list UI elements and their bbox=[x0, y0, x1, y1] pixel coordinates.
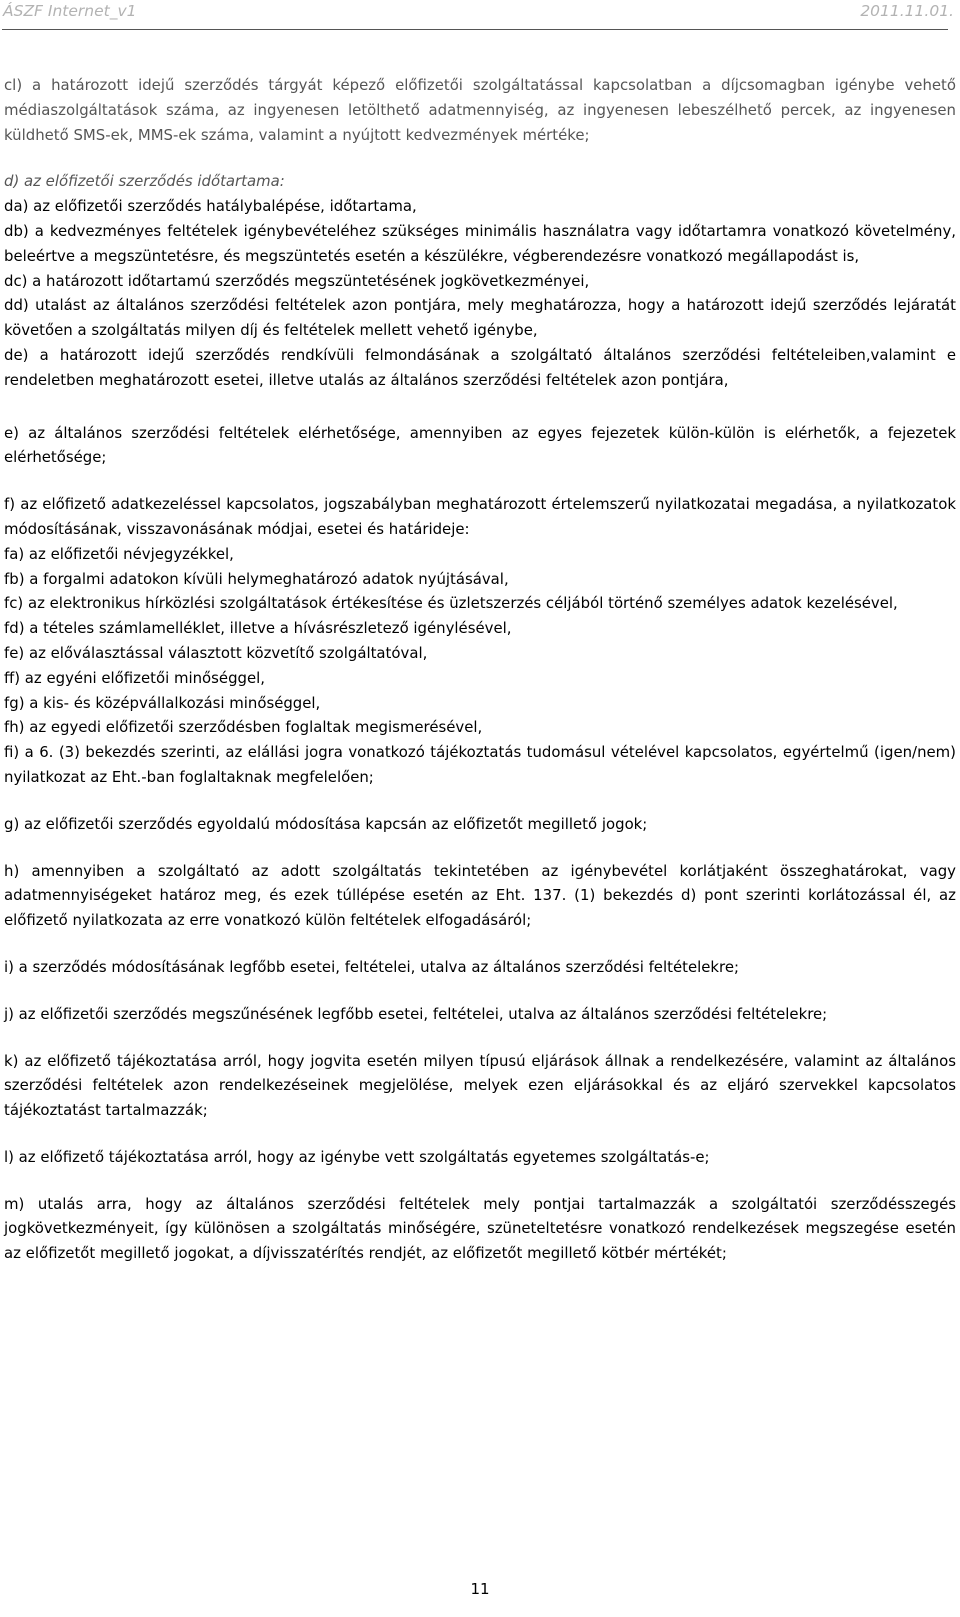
paragraph-i: i) a szerződés módosításának legfőbb esetei, feltételei, utalva az általános szerződési feltételekre; bbox=[4, 957, 739, 976]
paragraph-d-title: d) az előfizetői szerződés időtartama: bbox=[4, 172, 285, 191]
paragraph-fh: fh) az egyedi előfizetői szerződésben foglaltak megismerésével, bbox=[4, 718, 483, 737]
paragraph-h: h) amennyiben a szolgáltató az adott szolgáltatás tekintetében az igénybevétel korlátjaként összeghatárokat, vagy adatmennyiségeket határoz meg, és ezek túllépése esetén az Eht. 137. (1) bekezdés d) pont szerinti korlátozással él, az előfizető nyilatkozata az erre vonatkozó külön feltételek elfogadásáról; bbox=[4, 861, 956, 930]
paragraph-fe: fe) az előválasztással választott közvetítő szolgáltatóval, bbox=[4, 643, 428, 662]
paragraph-k: k) az előfizető tájékoztatása arról, hogy jogvita esetén milyen típusú eljárások állnak a rendelkezésére, valamint az általános szerződési feltételek azon rendelkezéseinek megjelölése, melyek ezen eljárásokkal és az eljáró szervekkel kapcsolatos tájékoztatást tartalmazzák; bbox=[4, 1051, 956, 1120]
paragraph-fc: fc) az elektronikus hírközlési szolgáltatások értékesítése és üzletszerzés céljából történő személyes adatok kezelésével, bbox=[4, 594, 898, 613]
paragraph-fb: fb) a forgalmi adatokon kívüli helymeghatározó adatok nyújtásával, bbox=[4, 569, 509, 588]
document-body bbox=[4, 73, 956, 1266]
paragraph-m: m) utalás arra, hogy az általános szerződési feltételek mely pontjai tartalmazzák a szolgáltatói szerződésszegés jogkövetkezményeit, így különösen a szolgáltatás minőségére, szüneteltetésre vonatkozó rendelkezések megszegése esetén az előfizetőt megillető jogokat, a díjvisszatérítés rendjét, az előfizetőt megillető kötbér mértékét; bbox=[4, 1194, 956, 1263]
paragraph-l: l) az előfizető tájékoztatása arról, hogy az igénybe vett szolgáltatás egyetemes szolgáltatás-e; bbox=[4, 1147, 710, 1166]
header-date: 2011.11.01. bbox=[860, 2, 954, 20]
header-title: ÁSZF Internet_v1 bbox=[3, 2, 137, 20]
page-number: 11 bbox=[470, 1580, 490, 1598]
paragraph-g: g) az előfizetői szerződés egyoldalú módosítása kapcsán az előfizetőt megillető jogok; bbox=[4, 814, 648, 833]
paragraph-fd: fd) a tételes számlamelléklet, illetve a hívásrészletező igénylésével, bbox=[4, 619, 512, 638]
paragraph-cl: cl) a határozott idejű szerződés tárgyát képező előfizetői szolgáltatással kapcsolatban a díjcsomagban igénybe vehető médiaszolgáltatások száma, az ingyenesen letölthető adatmennyiség, az ingyenesen lebeszélhető percek, az ingyenesen küldhető SMS-ek, MMS-ek száma, valamint a nyújtott kedvezmények mértéke; bbox=[4, 76, 956, 144]
paragraph-da: da) az előfizetői szerződés hatálybalépése, időtartama, bbox=[4, 197, 417, 216]
paragraph-dd: dd) utalást az általános szerződési feltételek azon pontjára, mely meghatározza, hogy a határozott idejű szerződés lejáratát követően a szolgáltatás milyen díj és feltételek mellett vehető igénybe, bbox=[4, 296, 956, 340]
paragraph-de: de) a határozott idejű szerződés rendkívüli felmondásának a szolgáltató általános szerződési feltételeiben,valamint e rendeletben meghatározott esetei, illetve utalás az általános szerződési feltételek azon pontjára, bbox=[4, 345, 956, 389]
paragraph-fa: fa) az előfizetői névjegyzékkel, bbox=[4, 544, 234, 563]
paragraph-e: e) az általános szerződési feltételek elérhetősége, amennyiben az egyes fejezetek külön-külön is elérhetők, a fejezetek elérhetősége; bbox=[4, 423, 956, 467]
paragraph-db: db) a kedvezményes feltételek igénybevételéhez szükséges minimális használatra vagy időtartamra vonatkozó követelmény, beleértve a megszüntetésre, és megszüntetés esetén a készülékre, végberendezésre vonatkozó megállapodást is, bbox=[4, 221, 956, 265]
paragraph-j: j) az előfizetői szerződés megszűnésének legfőbb esetei, feltételei, utalva az általános szerződési feltételekre; bbox=[4, 1004, 828, 1023]
paragraph-fi: fi) a 6. (3) bekezdés szerinti, az elállási jogra vonatkozó tájékoztatás tudomásul vételével kapcsolatos, egyértelmű (igen/nem) nyilatkozat az Eht.-ban foglaltaknak megfelelően; bbox=[4, 743, 956, 786]
paragraph-dc: dc) a határozott időtartamú szerződés megszüntetésének jogkövetkezményei, bbox=[4, 271, 590, 290]
paragraph-ff: ff) az egyéni előfizetői minőséggel, bbox=[4, 668, 266, 687]
header-divider bbox=[2, 29, 948, 30]
paragraph-fg: fg) a kis- és középvállalkozási minőséggel, bbox=[4, 693, 321, 712]
paragraph-f: f) az előfizető adatkezeléssel kapcsolatos, jogszabályban meghatározott értelemszerű nyilatkozatai megadása, a nyilatkozatok módosításának, visszavonásának módjai, esetei és határideje: bbox=[4, 495, 956, 538]
